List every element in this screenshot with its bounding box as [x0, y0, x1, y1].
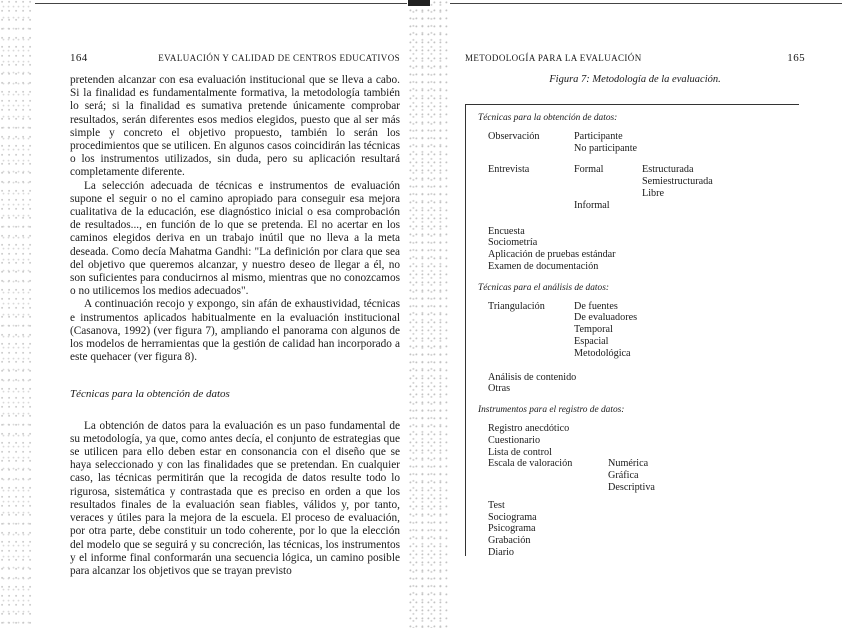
item-no-participante: No participante: [574, 142, 638, 154]
book-gutter: [408, 0, 448, 628]
paragraph: A continuación recojo y expongo, sin afán de exhaustividad, técnicas e instrumentos aplicados habitualmente en la evaluación institucional (Casanova, 1992) (ver figura 7), ampliando el panorama con algunos de los modelos de herramientas que la gestión de calidad han incorporado a este quehacer (ver figura 8).: [70, 298, 400, 364]
figure-section-analisis: [478, 301, 791, 396]
figure-7-box: [465, 104, 799, 556]
figure-section-obtencion: [478, 131, 791, 273]
item-libre: Libre: [642, 187, 665, 199]
item-entrevista: Entrevista: [488, 164, 530, 176]
item-triangulacion: Triangulación: [488, 300, 545, 312]
list-item: Análisis de contenido: [488, 371, 577, 383]
left-running-title: EVALUACIÓN Y CALIDAD DE CENTROS EDUCATIVOS: [158, 53, 400, 63]
list-item: Encuesta: [488, 225, 525, 237]
list-item: Sociograma: [488, 511, 537, 523]
figure-section-title: Técnicas para el análisis de datos:: [478, 282, 609, 293]
right-running-head: [465, 52, 805, 64]
item-informal: Informal: [574, 199, 610, 211]
list-item: Cuestionario: [488, 434, 541, 446]
item-escala-type: Descriptiva: [608, 481, 655, 493]
list-item: Grabación: [488, 535, 531, 547]
item-escala-type: Numérica: [608, 458, 649, 470]
paragraph: La selección adecuada de técnicas e instrumentos de evaluación supone el seguir o no el camino apropiado para conseguir esa mejora cualitativa de la educación, ese diagnóstico inicial o esa comprobación de resultados..., en función de lo que se pretenda. El no acertar en los caminos elegidos deriva en un trabajo inútil que no lleva a la meta deseada. Como decía Mahatma Gandhi: "La definición por clara que sea del objetivo que queremos alcanzar, y nuestro deseo de llegar a él, no son suficientes para conducirnos al mismo, mientras que no conozcamos o no utilicemos los medios adecuados".: [70, 179, 400, 298]
left-body-text: [70, 74, 400, 578]
top-rule-right: [450, 3, 842, 4]
section-heading: Técnicas para la obtención de datos: [70, 388, 230, 401]
paragraph: La obtención de datos para la evaluación es un paso fundamental de su metodología, ya que, como antes decía, el conjunto de estrategias que se utilicen para ello deben estar en consonancia con el diseño que se haya seleccionado y con las finalidades que se pretendan. En cualquier caso, las técnicas permitirán que la recogida de datos resulte todo lo rigurosa, sistemática y contrastada que es preciso en orden a que los resultados finales de la evaluación sean fiables, válidos y, por tanto, veraces y útiles para la mejora de la escuela. El proceso de evaluación, por otra parte, debe constituir un todo coherente, por lo que la elección del modelo que se seguirá y su concreción, las técnicas, los instrumentos y el informe final conformarán una secuencia lógica, un camino posible para alcanzar los objetivos que se trayan previsto: [70, 419, 400, 577]
item-triangulacion-type: De evaluadores: [574, 312, 638, 324]
list-item: Sociometría: [488, 237, 538, 249]
item-semiestructurada: Semiestructurada: [642, 176, 713, 188]
right-page-number: 165: [787, 52, 805, 64]
list-item: Examen de documentación: [488, 260, 599, 272]
left-page-number: 164: [70, 52, 88, 64]
left-page: [70, 52, 400, 578]
figure-section-registro: [478, 423, 791, 556]
list-item: Diario: [488, 546, 515, 556]
figure-section-title: Instrumentos para el registro de datos:: [478, 405, 625, 416]
list-item: Otras: [488, 383, 511, 395]
scan-noise-left: [0, 0, 32, 628]
list-item: Psicograma: [488, 523, 536, 535]
item-escala: Escala de valoración: [488, 458, 573, 470]
item-estructurada: Estructurada: [642, 164, 694, 176]
left-running-head: [70, 52, 400, 64]
item-triangulacion-type: De fuentes: [574, 300, 618, 312]
item-triangulacion-type: Espacial: [574, 335, 609, 347]
right-page: [465, 52, 805, 556]
list-item: Lista de control: [488, 446, 552, 458]
item-triangulacion-type: Metodológica: [574, 347, 631, 359]
list-item: Aplicación de pruebas estándar: [488, 249, 616, 261]
item-escala-type: Gráfica: [608, 470, 639, 482]
list-item: Test: [488, 499, 505, 511]
figure-caption: Figura 7: Metodología de la evaluación.: [549, 74, 721, 85]
top-rule-left: [35, 3, 407, 4]
item-triangulacion-type: Temporal: [574, 324, 613, 336]
figure-section-title: Técnicas para la obtención de datos:: [478, 113, 618, 123]
list-item: Registro anecdótico: [488, 422, 570, 434]
right-running-title: METODOLOGÍA PARA LA EVALUACIÓN: [465, 53, 642, 63]
binding-mark: [408, 0, 430, 6]
item-observacion: Observación: [488, 130, 540, 142]
paragraph: pretenden alcanzar con esa evaluación institucional que se lleva a cabo. Si la finalidad es fundamentalmente formativa, la metodología también lo será; si la finalidad es sumativa pretende únicamente comprobar resultados, serán diferentes esos medios elegidos, puesto que al ser más simple y concreto el objetivo propuesto, también lo serán los procedimientos que se utilicen. En algunos casos coincidirán las técnicas o los instrumentos utilizados, sin duda, pero su aplicación resultará completamente diferente.: [70, 74, 400, 179]
item-participante: Participante: [574, 130, 623, 142]
item-formal: Formal: [574, 164, 604, 176]
